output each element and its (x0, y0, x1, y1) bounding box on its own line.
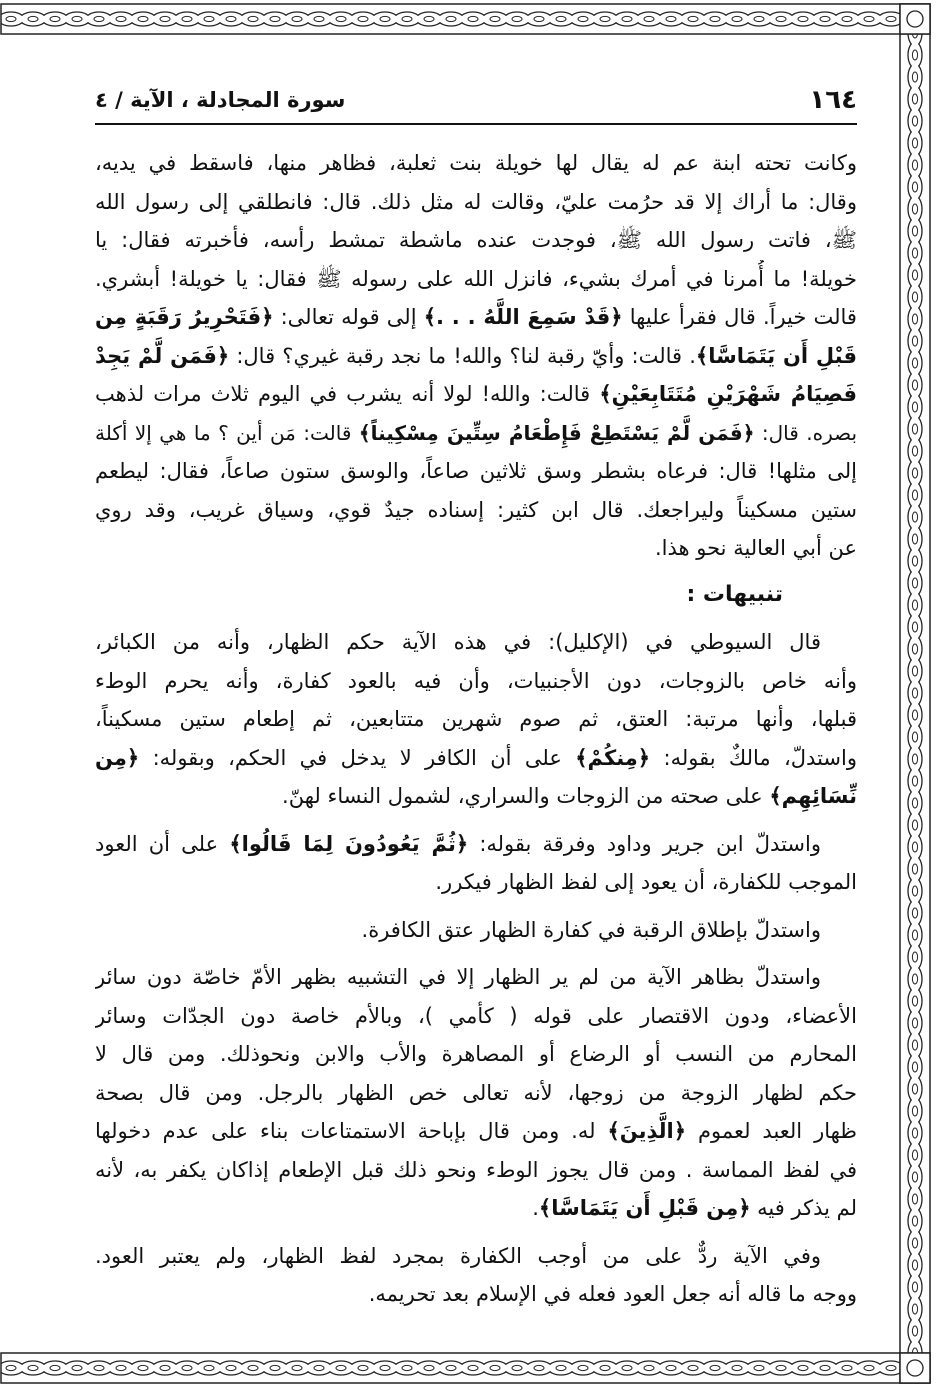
text-line: حكم لظهار الزوجة من زوجها، لأنه تعالى خص الظهار بالرجل. ومن قال بصحة (95, 1080, 857, 1105)
text-line: وفي الآية ردٌّ على من أوجب الكفارة بمجرد لفظ الظهار، ولم يعتبر العود. (95, 1243, 821, 1268)
text-line: خويلة! ما أُمرنا في أمرك بشيء، فانزل الله على رسوله ﷺ فقال: يا خويلة! أبشري. (95, 266, 857, 291)
text-line: لم يذكر فيه ﴿مِن قَبْلِ أَن يَتَمَاسَّا﴾. (532, 1196, 857, 1220)
text-line: قال السيوطي في (الإكليل): في هذه الآية حكم الظهار، وأنه من الكبائر، (95, 630, 821, 654)
text-line: نِّسَائِهِم﴾ على صحته من الزوجات والسراري، لشمول النساء لهنّ. (282, 784, 857, 808)
text-line: وقال: ما أراك إلا قد حرُمت عليّ، وقالت له مثل ذلك. قال: فانطلقي إلى رسول الله (95, 189, 857, 214)
note-paragraph (95, 911, 857, 950)
text-line: واستدلّ، مالكٌ بقوله: ﴿مِنكُمْ﴾ على أن الكافر لا يدخل في الحكم، وبقوله: ﴿مِن (95, 745, 857, 770)
text-line: إلى مثلها! قال: فرعاه بشطر وسق ثلاثين صاعاً، والوسق ستون صاعاً، فقال: ليطعم (95, 459, 857, 483)
running-header (95, 80, 857, 120)
text-line: ستين مسكيناً وليراجعك. قال ابن كثير: إسناده جيدٌ قوي، وسياق غريب، وقد روي (95, 497, 857, 522)
text-line: ﷺ، فاتت رسول الله ﷺ، فوجدت عنده ماشطة تمشط رأسه، فأخبرته فقال: يا (95, 228, 857, 252)
page-body (95, 144, 857, 1314)
text-line: المحارم من النسب أو الرضاع أو المصاهرة والأب والابن ونحوذلك. ومن قال لا (95, 1042, 857, 1066)
quran-verse: ﴿الَّذِينَ﴾ (607, 1119, 687, 1143)
paragraph-intro (95, 144, 857, 568)
border-corner-top-right (900, 4, 930, 34)
text-line: بصره. قال: ﴿فَمَن لَّمْ يَسْتَطِعْ فَإِطْعَامُ سِتِّينَ مِسْكِيناً﴾ قالت: مَن أين ؟ ما هي إلا أكلة (95, 420, 857, 445)
note-paragraph (95, 958, 857, 1228)
border-bottom (1, 1353, 930, 1383)
text-line: قالت خيراً. قال فقرأ عليها ﴿قَدْ سَمِعَ اللَّهُ . . .﴾ إلى قوله تعالى: ﴿فَتَحْرِيرُ رَقَبَةٍ مِن (95, 305, 857, 329)
quran-verse: ﴿ثُمَّ يَعُودُونَ لِمَا قَالُوا﴾ (229, 831, 469, 856)
note-paragraph (95, 1237, 857, 1314)
text-line: وأنه خاص بالزوجات، دون الأجنبيات، وأن فيه بالعود كفارة، وأنه يحرم الوطء (95, 668, 857, 693)
quran-verse: قَبْلِ أَن يَتَمَاسَّا﴾ (695, 343, 857, 368)
note-paragraph (95, 825, 857, 902)
quran-verse: ﴿قَدْ سَمِعَ اللَّهُ . . .﴾ (423, 305, 623, 329)
text-line: واستدلّ بإطلاق الرقبة في كفارة الظهار عتق الكافرة. (361, 917, 821, 942)
quran-verse: ﴿مِنكُمْ﴾ (575, 745, 651, 770)
border-right (900, 4, 930, 1383)
quran-verse: ﴿مِن (95, 745, 140, 770)
text-line: في لفظ المماسة . ومن قال يجوز الوطء ونحو ذلك قبل الإطعام إذاكان يكفر به، لأنه (95, 1157, 857, 1182)
header-rule (95, 123, 857, 125)
section-heading: تنبيهات : (686, 581, 783, 607)
page-number: ١٦٤ (809, 85, 857, 115)
text-line: فَصِيَامُ شَهْرَيْنِ مُتَتَابِعَيْنِ﴾ قالت: والله! لولا أنه يشرب في اليوم ثلاث مرات لذهب (95, 382, 857, 406)
quran-verse: نِّسَائِهِم﴾ (769, 784, 857, 808)
text-line: عن أبي العالية نحو هذا. (654, 536, 857, 560)
quran-verse: ﴿فَمَن لَّمْ يَجِدْ (95, 343, 230, 368)
quran-verse: ﴿فَمَن لَّمْ يَسْتَطِعْ فَإِطْعَامُ سِتِّينَ مِسْكِيناً﴾ (358, 420, 755, 445)
text-line: واستدلّ ابن جرير وداود وفرقة بقوله: ﴿ثُمَّ يَعُودُونَ لِمَا قَالُوا﴾ على أن العود (95, 831, 821, 856)
text-line: قبلها، وأنها مرتبة: العتق، ثم صوم شهرين متتابعين، ثم إطعام ستين مسكيناً، (95, 707, 857, 731)
text-line: قَبْلِ أَن يَتَمَاسَّا﴾. قالت: وأيّ رقبة لنا؟ والله! ما نجد رقبة غيري؟ قال: ﴿فَمَن لَّمْ يَجِدْ (95, 343, 857, 368)
text-line: واستدلّ بظاهر الآية من لم ير الظهار إلا في التشبيه بظهر الأمّ خاصّة دون سائر (95, 965, 821, 989)
border-corner-bottom-right (900, 1353, 930, 1383)
running-title: سورة المجادلة ، الآية / ٤ (95, 88, 346, 112)
text-line: ظهار العبد لعموم ﴿الَّذِينَ﴾ له. ومن قال بإباحة الاستمتاعات بناء على عدم دخولها (95, 1119, 857, 1143)
text-line: الأعضاء، ودون الاقتصار على قوله ( كأمي )، وبالأم خاصة دون الجدّات وسائر (95, 1003, 857, 1028)
text-line: الموجب للكفارة، أن يعود إلى لفظ الظهار فيكرر. (435, 870, 857, 894)
quran-verse: ﴿فَتَحْرِيرُ رَقَبَةٍ مِن (95, 305, 274, 329)
border-top (1, 4, 930, 34)
text-line: ووجه ما قاله أنه جعل العود فعله في الإسلام بعد تحريمه. (368, 1282, 857, 1306)
quran-verse: فَصِيَامُ شَهْرَيْنِ مُتَتَابِعَيْنِ﴾ (599, 382, 857, 406)
text-line: وكانت تحته ابنة عم له يقال لها خويلة بنت ثعلبة، فظاهر منها، فاسقط في يديه، (95, 151, 857, 175)
quran-verse: ﴿مِن قَبْلِ أَن يَتَمَاسَّا﴾ (538, 1196, 751, 1220)
note-paragraph (95, 623, 857, 816)
